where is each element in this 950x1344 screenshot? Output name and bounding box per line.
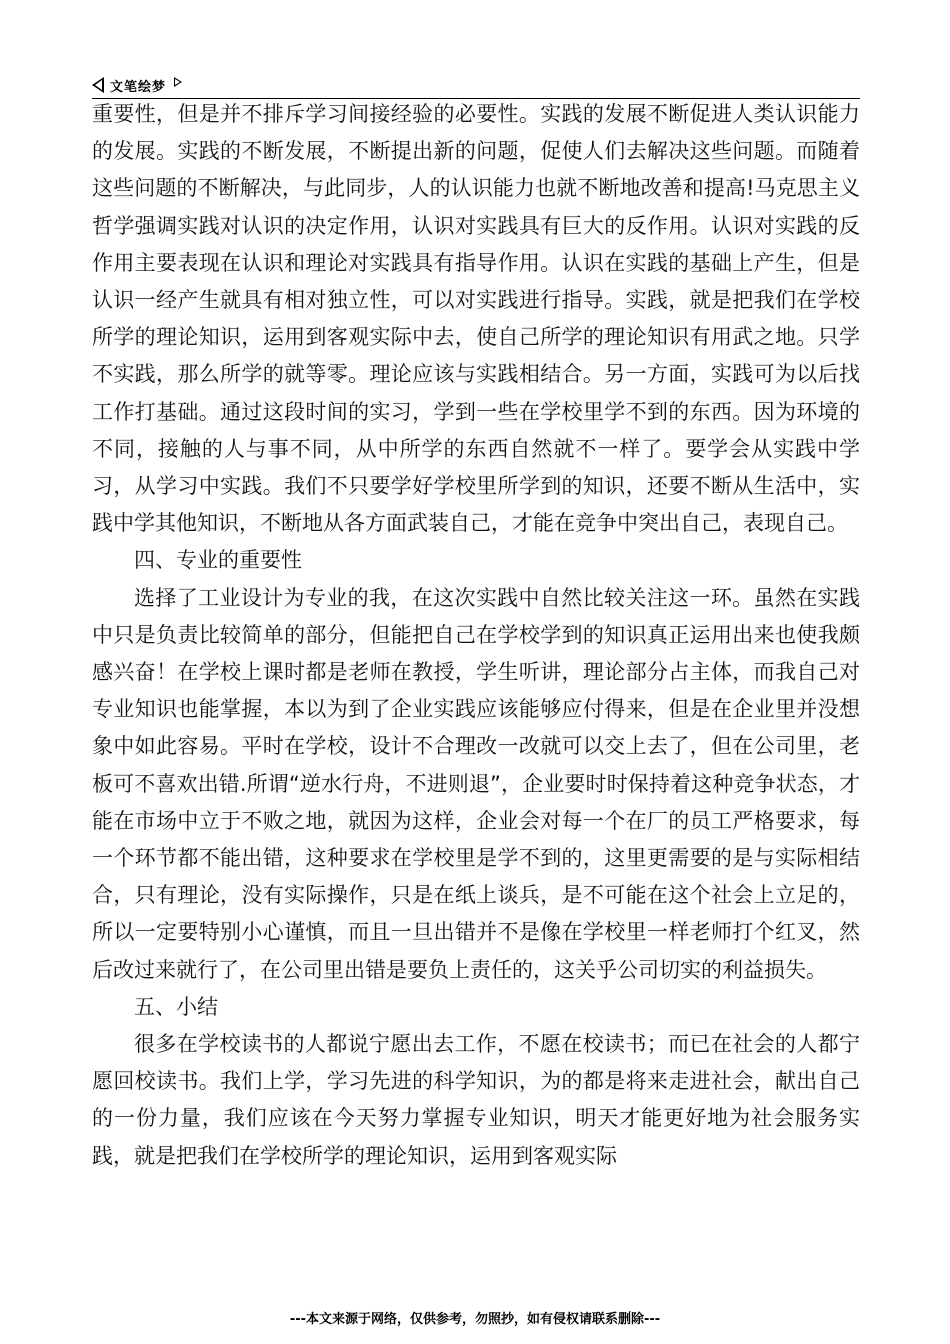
paragraph: 选择了工业设计为专业的我，在这次实践中自然比较关注这一环。虽然在实践中只是负责比较简单的部分，但能把自己在学校学到的知识真正运用出来也使我颇感兴奋！在学校上课时都是老师在教授，学生听讲，理论部分占主体，而我自己对专业知识也能掌握，本以为到了企业实践应该能够应付得来，但是在企业里并没想象中如此容易。平时在学校，设计不合理改一改就可以交上去了，但在公司里，老板可不喜欢出错.所谓“逆水行舟，不进则退”，企业要时时保持着这种竞争状态，才能在市场中立于不败之地，就因为这样，企业会对每一个在厂的员工严格要求，每一个环节都不能出错，这种要求在学校里是学不到的，这里更需要的是与实际相结合，只有理论，没有实际操作，只是在纸上谈兵，是不可能在这个社会上立足的，所以一定要特别小心谨慎，而且一旦出错并不是像在学校里一样老师打个红叉，然后改过来就行了，在公司里出错是要负上责任的，这关乎公司切实的利益损失。 <box>92 585 860 982</box>
section-heading: 四、专业的重要性 <box>134 548 302 573</box>
page-header <box>92 74 182 96</box>
section-heading: 五、小结 <box>134 994 218 1019</box>
triangle-left-icon <box>92 77 104 93</box>
triangle-right-icon <box>174 77 182 87</box>
paragraph: 很多在学校读书的人都说宁愿出去工作，不愿在校读书；而已在社会的人都宁愿回校读书。我们上学，学习先进的科学知识，为的都是将来走进社会，献出自己的一份力量，我们应该在今天努力掌握专业知识，明天才能更好地为社会服务实践，就是把我们在学校所学的理论知识，运用到客观实际 <box>92 1032 860 1168</box>
header-brand: 文笔绘梦 <box>110 79 167 95</box>
page-footer: ---本文来源于网络，仅供参考，勿照抄，如有侵权请联系删除--- <box>289 1312 661 1327</box>
body-text <box>92 96 860 1175</box>
paragraph: 重要性，但是并不排斥学习间接经验的必要性。实践的发展不断促进人类认识能力的发展。实践的不断发展，不断提出新的问题，促使人们去解决这些问题。而随着这些问题的不断解决，与此同步，人的认识能力也就不断地改善和提高!马克思主义哲学强调实践对认识的决定作用，认识对实践具有巨大的反作用。认识对实践的反作用主要表现在认识和理论对实践具有指导作用。认识在实践的基础上产生，但是认识一经产生就具有相对独立性，可以对实践进行指导。实践，就是把我们在学校所学的理论知识，运用到客观实际中去，使自己所学的理论知识有用武之地。只学不实践，那么所学的就等零。理论应该与实践相结合。另一方面，实践可为以后找工作打基础。通过这段时间的实习，学到一些在学校里学不到的东西。因为环境的不同，接触的人与事不同，从中所学的东西自然就不一样了。要学会从实践中学习，从学习中实践。我们不只要学好学校里所学到的知识，还要不断从生活中，实践中学其他知识，不断地从各方面武装自己，才能在竞争中突出自己，表现自己。 <box>92 102 860 536</box>
